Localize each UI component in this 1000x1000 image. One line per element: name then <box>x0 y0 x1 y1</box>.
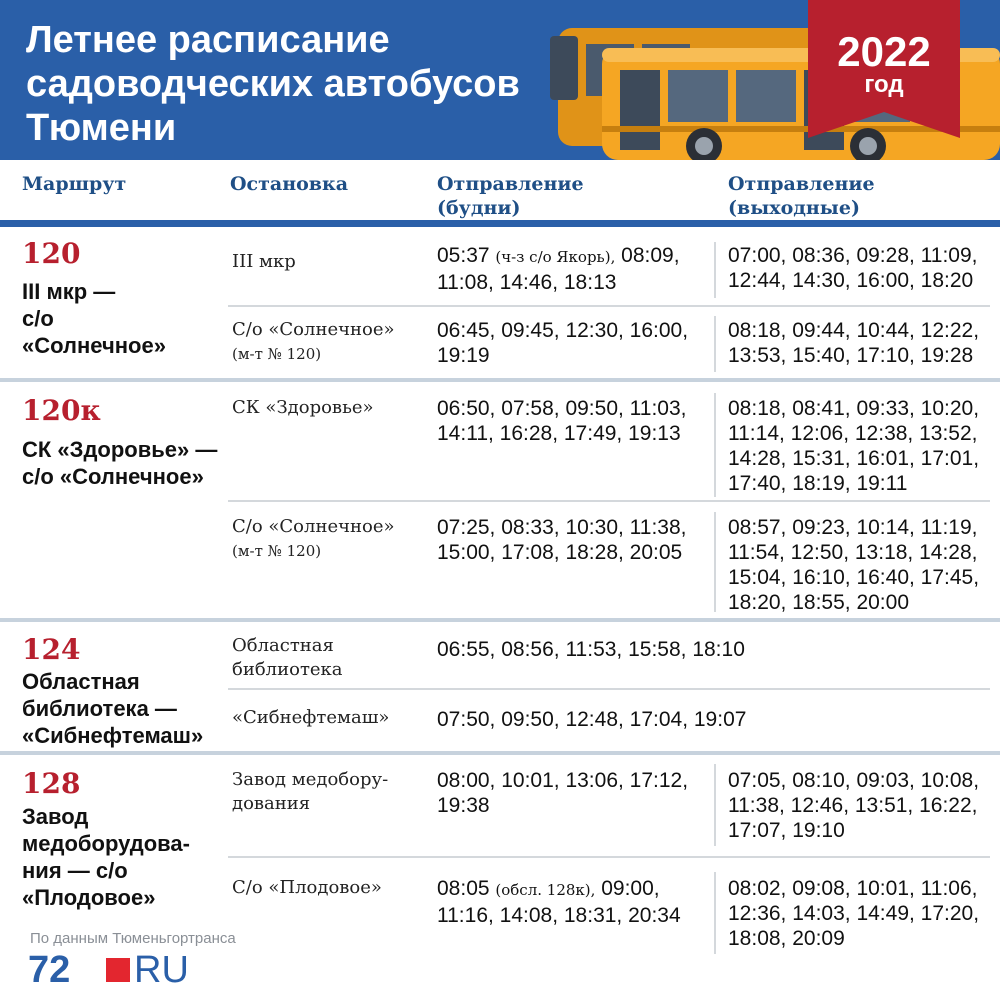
column-header-stop: Остановка <box>230 173 349 195</box>
logo-number: 72 <box>28 949 71 991</box>
column-header-weekends: Отправление (выходные) <box>728 173 875 219</box>
stop-name: С/о «Солнечное» (м-т № 120) <box>232 319 395 363</box>
row-divider <box>228 856 990 858</box>
source-note: По данным Тюменьгортранса <box>30 930 236 947</box>
stop-name: С/о «Плодовое» <box>232 877 382 898</box>
row-divider <box>228 688 990 690</box>
year-value: 2022 <box>837 28 931 75</box>
weekday-times: 07:25, 08:33, 10:30, 11:38, 15:00, 17:08, 18:28, 20:05 <box>437 516 687 564</box>
route-name-120: III мкр — с/о «Солнечное» <box>22 279 166 358</box>
row-divider <box>228 500 990 502</box>
column-divider <box>714 872 716 954</box>
weekend-times: 08:18, 09:44, 10:44, 12:22, 13:53, 15:40, 17:10, 19:28 <box>728 319 980 367</box>
route-number-124: 124 <box>22 633 81 666</box>
weekday-times: 06:45, 09:45, 12:30, 16:00, 19:19 <box>437 319 689 367</box>
stop-name: Завод медобору- дования <box>232 769 389 814</box>
route-number-120k: 120к <box>22 394 101 427</box>
stop-name: С/о «Солнечное» (м-т № 120) <box>232 516 395 560</box>
route-number-128: 128 <box>22 767 81 800</box>
logo-square-icon <box>106 958 130 982</box>
group-divider <box>0 378 1000 382</box>
weekend-times: 07:05, 08:10, 09:03, 10:08, 11:38, 12:46, 13:51, 16:22, 17:07, 19:10 <box>728 769 980 842</box>
route-name-124: Областная библиотека — «Сибнефтемаш» <box>22 669 204 748</box>
logo-domain: RU <box>134 949 189 991</box>
weekend-times: 08:18, 08:41, 09:33, 10:20, 11:14, 12:06, 12:38, 13:52, 14:28, 15:31, 16:01, 17:01, 17:40, 18:19, 19:11 <box>728 397 980 495</box>
year-label: год <box>864 71 904 98</box>
column-header-route: Маршрут <box>22 173 127 195</box>
stop-name: «Сибнефтемаш» <box>232 707 390 728</box>
weekday-times: 05:37 (ч-з с/о Якорь), 08:09, 11:08, 14:46, 18:13 <box>437 244 680 294</box>
group-divider <box>0 618 1000 622</box>
stop-name: III мкр <box>232 251 296 272</box>
group-divider <box>0 751 1000 755</box>
header-divider <box>0 220 1000 227</box>
column-divider <box>714 242 716 298</box>
route-name-128: Завод медоборудова- ния — с/о «Плодовое» <box>22 804 190 910</box>
column-divider <box>714 512 716 612</box>
column-divider <box>714 393 716 497</box>
page-title: Летнее расписание садоводческих автобусов Тюмени <box>26 19 520 149</box>
weekend-times: 07:00, 08:36, 09:28, 11:09, 12:44, 14:30, 16:00, 18:20 <box>728 244 978 292</box>
weekday-times: 06:55, 08:56, 11:53, 15:58, 18:10 <box>437 638 745 661</box>
column-divider <box>714 316 716 372</box>
header-banner <box>0 0 1000 160</box>
weekday-times: 08:05 (обсл. 128к), 09:00, 11:16, 14:08, 18:31, 20:34 <box>437 877 681 927</box>
row-divider <box>228 305 990 307</box>
column-divider <box>714 764 716 846</box>
weekend-times: 08:57, 09:23, 10:14, 11:19, 11:54, 12:50, 13:18, 14:28, 15:04, 16:10, 16:40, 17:45, 18:20, 18:55, 20:00 <box>728 516 980 614</box>
stop-name: СК «Здоровье» <box>232 397 374 418</box>
weekday-times: 08:00, 10:01, 13:06, 17:12, 19:38 <box>437 769 689 817</box>
weekday-times: 06:50, 07:58, 09:50, 11:03, 14:11, 16:28, 17:49, 19:13 <box>437 397 687 445</box>
route-name-120k: СК «Здоровье» — с/о «Солнечное» <box>22 437 218 489</box>
stop-name: Областная библиотека <box>232 635 343 680</box>
route-number-120: 120 <box>22 237 81 270</box>
column-header-weekdays: Отправление (будни) <box>437 173 584 219</box>
weekend-times: 08:02, 09:08, 10:01, 11:06, 12:36, 14:03, 14:49, 17:20, 18:08, 20:09 <box>728 877 980 950</box>
weekday-times: 07:50, 09:50, 12:48, 17:04, 19:07 <box>437 708 747 731</box>
